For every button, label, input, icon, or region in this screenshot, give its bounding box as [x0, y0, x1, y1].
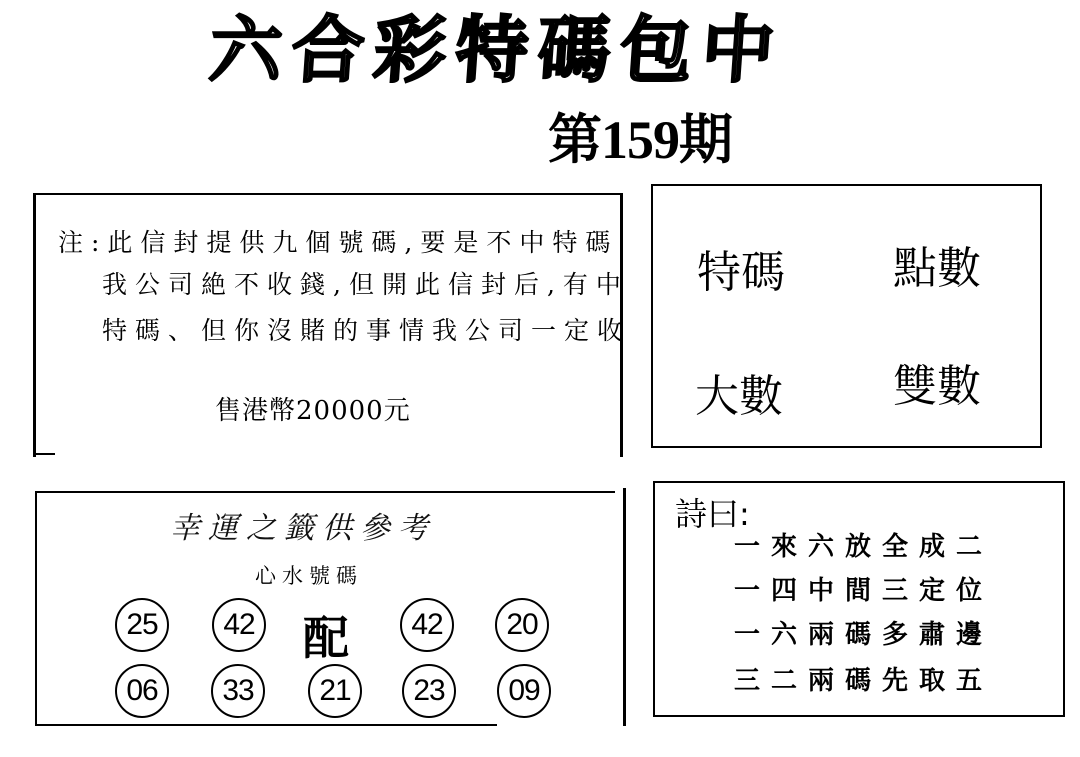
- number-ball: 20: [495, 598, 549, 652]
- number-ball: 06: [115, 664, 169, 718]
- notice-line-2: 我公司絶不收錢,但開此信封后,有中: [102, 270, 629, 299]
- bottom-rule: [35, 724, 497, 726]
- number-ball: 23: [402, 664, 456, 718]
- number-ball: 25: [115, 598, 169, 652]
- number-ball: 33: [211, 664, 265, 718]
- main-title: 六合彩特碼包中: [207, 7, 788, 92]
- lucky-title: 幸運之籤供參考: [170, 511, 436, 546]
- issue-number: 第159期: [548, 110, 732, 170]
- divider-rule: [623, 488, 626, 726]
- poem-line-3: 一六兩碼多肅邊: [734, 620, 994, 650]
- poem-line-1: 一來六放全成二: [734, 532, 994, 562]
- lucky-subtitle: 心水號碼: [255, 564, 363, 588]
- notice-line-1: 注:此信封提供九個號碼,要是不中特碼: [58, 228, 619, 257]
- price-text: 售港幣20000元: [215, 396, 411, 426]
- number-ball: 42: [212, 598, 266, 652]
- poem-line-4: 三二兩碼先取五: [734, 666, 994, 696]
- poem-heading: 詩曰:: [675, 495, 750, 533]
- number-ball: 42: [400, 598, 454, 652]
- notice-line-3: 特碼、但你沒賭的事情我公司一定收: [102, 316, 631, 345]
- match-label: 配: [303, 611, 349, 665]
- poem-line-2: 一四中間三定位: [734, 576, 994, 606]
- number-ball: 21: [308, 664, 362, 718]
- category-points: 點數: [893, 243, 981, 294]
- category-big: 大數: [695, 371, 783, 422]
- category-even: 雙數: [893, 361, 981, 412]
- notice-box-corner: [33, 453, 55, 455]
- category-special-code: 特碼: [697, 247, 785, 298]
- number-ball: 09: [497, 664, 551, 718]
